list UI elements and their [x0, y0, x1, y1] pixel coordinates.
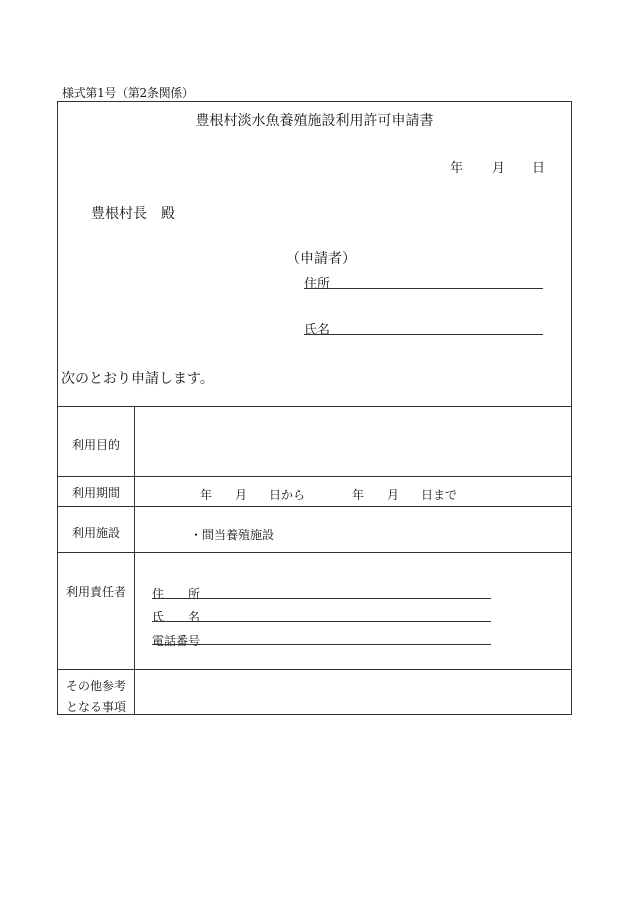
period-from-day: 日から [269, 488, 306, 502]
applicant-caption: （申請者） [286, 251, 356, 267]
responsible-address-label: 住 所 [152, 587, 201, 601]
responsible-label: 利用責任者 [65, 585, 126, 599]
application-form [57, 101, 572, 715]
facility-value: ・間当養殖施設 [190, 528, 275, 542]
responsible-name-label: 氏 名 [152, 610, 201, 624]
other-label-line2: となる事項 [65, 700, 126, 714]
date-month: 月 [492, 161, 506, 176]
applicant-address-field[interactable] [304, 288, 543, 289]
responsible-address-field[interactable] [152, 598, 491, 599]
period-to-month: 月 [387, 488, 400, 502]
document-title: 豊根村淡水魚養殖施設利用許可申請書 [195, 113, 434, 129]
period-to-year: 年 [352, 488, 365, 502]
purpose-field[interactable] [135, 407, 571, 476]
date-year: 年 [450, 161, 464, 176]
addressee: 豊根村長 殿 [91, 206, 175, 222]
applicant-address-label: 住所 [304, 277, 331, 292]
responsible-phone-label: 電話番号 [152, 634, 201, 648]
purpose-label: 利用目的 [71, 438, 120, 452]
period-from-month: 月 [235, 488, 248, 502]
other-label-line1: その他参考 [65, 679, 126, 693]
responsible-name-field[interactable] [152, 621, 491, 622]
date-day: 日 [532, 161, 546, 176]
period-label: 利用期間 [71, 486, 120, 500]
period-to-day: 日まで [421, 488, 458, 502]
facility-label: 利用施設 [71, 526, 120, 540]
applicant-name-label: 氏名 [304, 323, 331, 338]
intro-text: 次のとおり申請します。 [61, 371, 214, 387]
other-field[interactable] [135, 670, 571, 715]
period-from-year: 年 [200, 488, 213, 502]
form-code: 様式第1号（第2条関係） [62, 86, 194, 100]
responsible-phone-field[interactable] [152, 644, 491, 645]
applicant-name-field[interactable] [304, 334, 543, 335]
